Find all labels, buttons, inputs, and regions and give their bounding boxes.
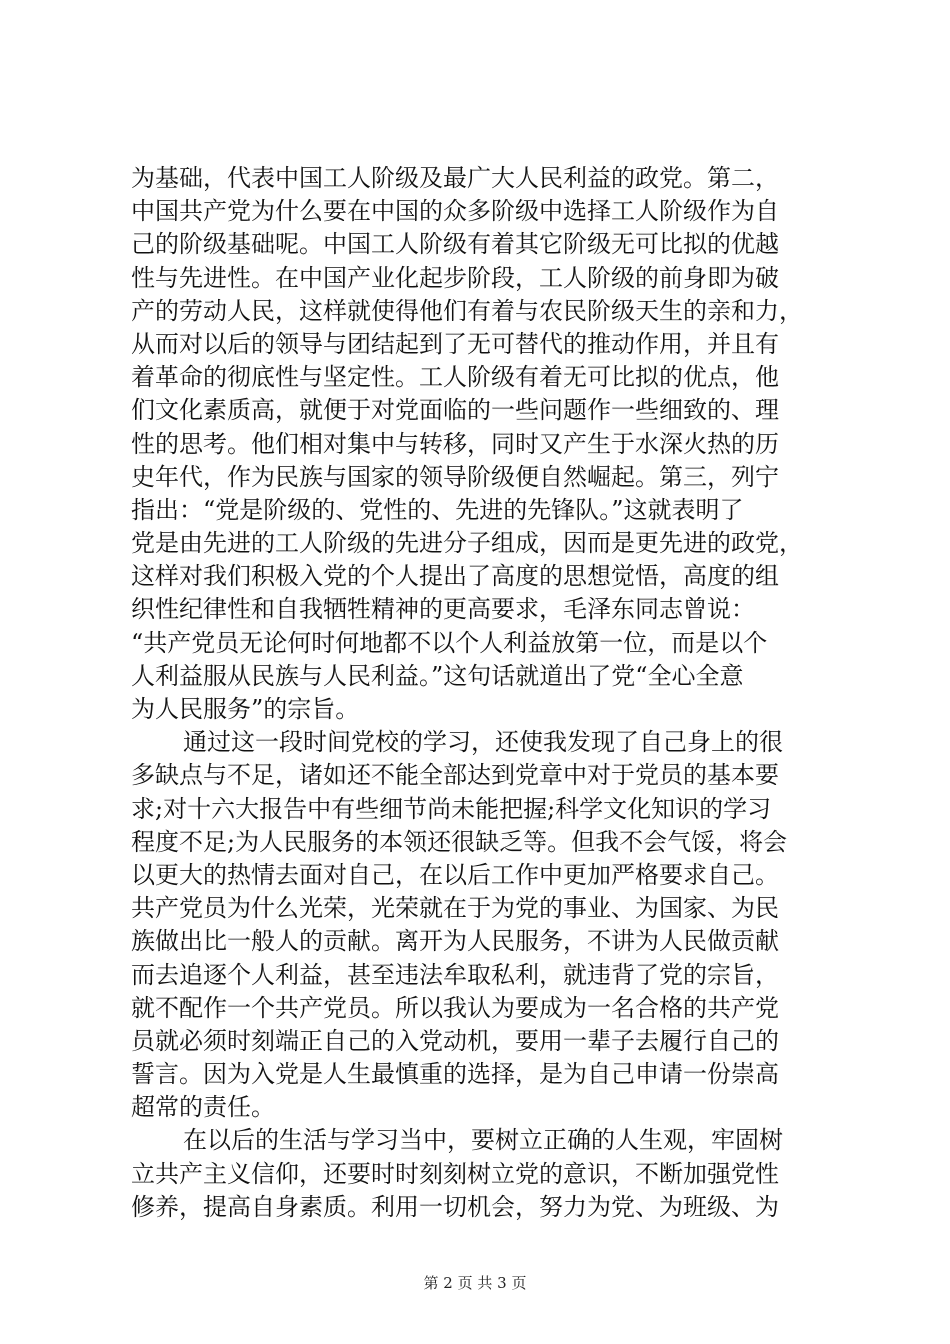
text-line: 修养，提高自身素质。利用一切机会，努力为党、为班级、为 <box>131 1192 779 1221</box>
text-line: 就不配作一个共产党员。所以我认为要成为一名合格的共产党 <box>131 993 779 1022</box>
text-line: 从而对以后的领导与团结起到了无可替代的推动作用，并且有 <box>131 329 779 358</box>
text-line: 为基础，代表中国工人阶级及最广大人民利益的政党。第二， <box>131 164 779 192</box>
text-line: 族做出比一般人的贡献。离开为人民服务，不讲为人民做贡献 <box>131 927 779 956</box>
text-line: 这样对我们积极入党的个人提出了高度的思想觉悟，高度的组 <box>131 562 779 591</box>
body-text <box>131 162 851 1224</box>
text-line: 己的阶级基础呢。中国工人阶级有着其它阶级无可比拟的优越 <box>131 230 779 259</box>
text-line: 中国共产党为什么要在中国的众多阶级中选择工人阶级作为自 <box>131 197 779 226</box>
text-line: 程度不足;为人民服务的本领还很缺乏等。但我不会气馁，将会 <box>131 827 788 856</box>
text-line: 性的思考。他们相对集中与转移，同时又产生于水深火热的历 <box>131 429 779 458</box>
paragraph-first-line: 在以后的生活与学习当中，要树立正确的人生观，牢固树 <box>183 1126 783 1155</box>
text-line: 指出：“党是阶级的、党性的、先进的先锋队。”这就表明了 <box>131 495 744 524</box>
text-line: 党是由先进的工人阶级的先进分子组成，因而是更先进的政党， <box>131 529 803 558</box>
text-line: 多缺点与不足，诸如还不能全部达到党章中对于党员的基本要 <box>131 761 779 790</box>
text-line: 共产党员为什么光荣，光荣就在于为党的事业、为国家、为民 <box>131 894 779 923</box>
text-line: 誓言。因为入党是人生最慎重的选择，是为自己申请一份崇高 <box>131 1060 779 1089</box>
text-line: 们文化素质高，就便于对党面临的一些问题作一些细致的、理 <box>131 396 779 425</box>
text-line: 织性纪律性和自我牺牲精神的更高要求，毛泽东同志曾说： <box>131 595 755 624</box>
text-line: 立共产主义信仰，还要时时刻刻树立党的意识，不断加强党性 <box>131 1159 779 1188</box>
paragraph-first-line: 通过这一段时间党校的学习，还使我发现了自己身上的很 <box>183 728 783 757</box>
text-line: 而去追逐个人利益，甚至违法牟取私利，就违背了党的宗旨， <box>131 960 779 989</box>
text-line: “共产党员无论何时何地都不以个人利益放第一位，而是以个 <box>131 628 768 657</box>
text-line: 员就必须时刻端正自己的入党动机，要用一辈子去履行自己的 <box>131 1026 779 1055</box>
text-line: 为人民服务”的宗旨。 <box>131 695 360 723</box>
text-line: 着革命的彻底性与坚定性。工人阶级有着无可比拟的优点，他 <box>131 363 779 392</box>
text-line: 产的劳动人民，这样就使得他们有着与农民阶级天生的亲和力， <box>131 296 803 325</box>
text-line: 史年代，作为民族与国家的领导阶级便自然崛起。第三，列宁 <box>131 462 779 491</box>
text-line: 求;对十六大报告中有些细节尚未能把握;科学文化知识的学习 <box>131 794 772 823</box>
text-line: 超常的责任。 <box>131 1093 275 1122</box>
text-line: 人利益服从民族与人民利益。”这句话就道出了党“全心全意 <box>131 661 744 690</box>
text-line: 性与先进性。在中国产业化起步阶段，工人阶级的前身即为破 <box>131 263 779 292</box>
text-line: 以更大的热情去面对自己，在以后工作中更加严格要求自己。 <box>131 860 779 889</box>
page-number-footer: 第 2 页 共 3 页 <box>423 1274 527 1292</box>
